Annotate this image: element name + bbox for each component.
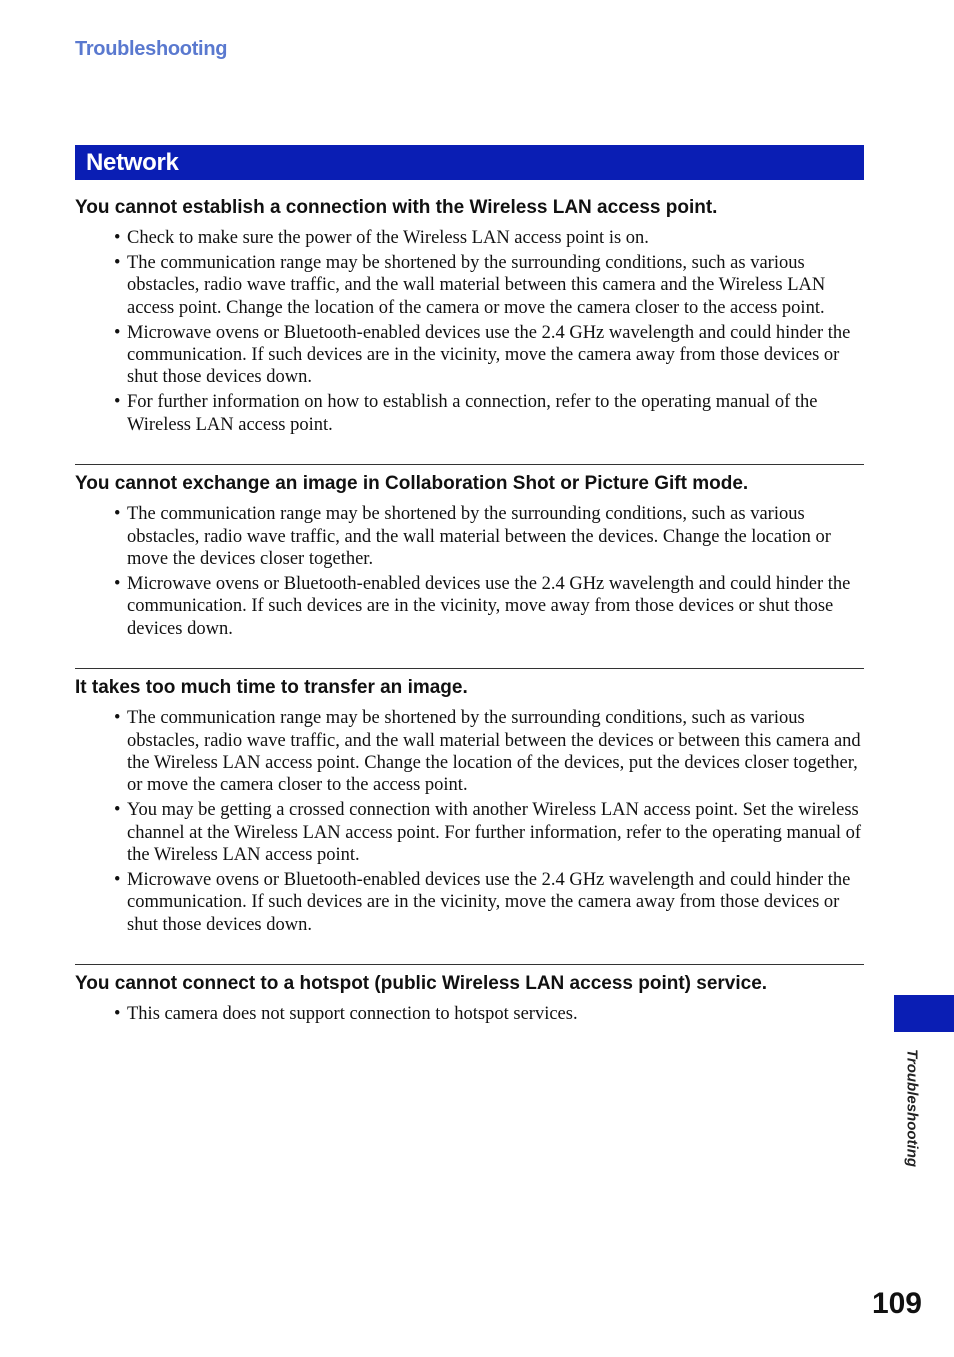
list-item: • The communication range may be shortened by the surrounding conditions, such as various obstacles, radio wave traffic, and the wall material between this camera and the Wireless LAN access point. Change the location of the camera or move the camera closer to the access point. (114, 252, 826, 318)
bullet-list (75, 503, 864, 640)
running-header: Troubleshooting (75, 38, 228, 60)
issue-heading: You cannot exchange an image in Collaboration Shot or Picture Gift mode. (75, 473, 749, 495)
bullet-icon: • (114, 322, 121, 343)
bullet-icon: • (114, 504, 121, 525)
list-item: • This camera does not support connection to hotspot services. (114, 1004, 578, 1025)
list-item: • Microwave ovens or Bluetooth-enabled devices use the 2.4 GHz wavelength and could hinder the communication. If such devices are in the vicinity, move away from those devices or shut those devices down. (114, 573, 851, 639)
bullet-icon: • (114, 573, 121, 594)
content (75, 194, 864, 1028)
section-title-bar (75, 145, 864, 180)
issue-block-hotspot (75, 964, 864, 1025)
bullet-list (75, 227, 864, 436)
issue-block-connection (75, 194, 864, 436)
issue-heading: You cannot establish a connection with the Wireless LAN access point. (75, 197, 718, 218)
bullet-icon: • (114, 228, 121, 248)
list-item: • Microwave ovens or Bluetooth-enabled devices use the 2.4 GHz wavelength and could hinder the communication. If such devices are in the vicinity, move the camera away from those devices or shut those devices down. (114, 869, 851, 935)
bullet-icon: • (114, 869, 121, 890)
bullet-list (75, 707, 864, 936)
bullet-icon: • (114, 252, 121, 273)
list-item: • Microwave ovens or Bluetooth-enabled devices use the 2.4 GHz wavelength and could hinder the communication. If such devices are in the vicinity, move the camera away from those devices or shut those devices down. (114, 322, 851, 388)
bullet-icon: • (114, 392, 121, 413)
issue-block-transfer-time (75, 668, 864, 936)
list-item: • Check to make sure the power of the Wireless LAN access point is on. (114, 228, 649, 248)
list-item: • You may be getting a crossed connection with another Wireless LAN access point. Set the wireless channel at the Wireless LAN access point. For further information, refer to the operating manual of the Wireless LAN access point. (114, 800, 862, 866)
chapter-tab-marker (894, 995, 954, 1032)
bullet-icon: • (114, 708, 121, 729)
list-item: • For further information on how to establish a connection, refer to the operating manual of the Wireless LAN access point. (114, 392, 818, 435)
list-item: • The communication range may be shortened by the surrounding conditions, such as various obstacles, radio wave traffic, and the wall material between the devices. Change the location or move the devices closer together. (114, 504, 831, 569)
chapter-side-label-text: Troubleshooting (903, 1048, 921, 1168)
issue-heading: You cannot connect to a hotspot (public Wireless LAN access point) service. (75, 973, 768, 995)
section-title: Network (86, 149, 179, 176)
bullet-list (75, 1003, 864, 1025)
issue-heading: It takes too much time to transfer an image. (75, 677, 468, 699)
page-number: 109 (871, 1287, 922, 1320)
bullet-icon: • (114, 1004, 121, 1025)
issue-block-exchange (75, 464, 864, 640)
bullet-icon: • (114, 800, 121, 821)
list-item: • The communication range may be shortened by the surrounding conditions, such as various obstacles, radio wave traffic, and the wall material between the devices or between this camera and the Wireless LAN access point. Change the location of the devices, put the devices closer together, or move the camera closer to the access point. (114, 708, 861, 796)
